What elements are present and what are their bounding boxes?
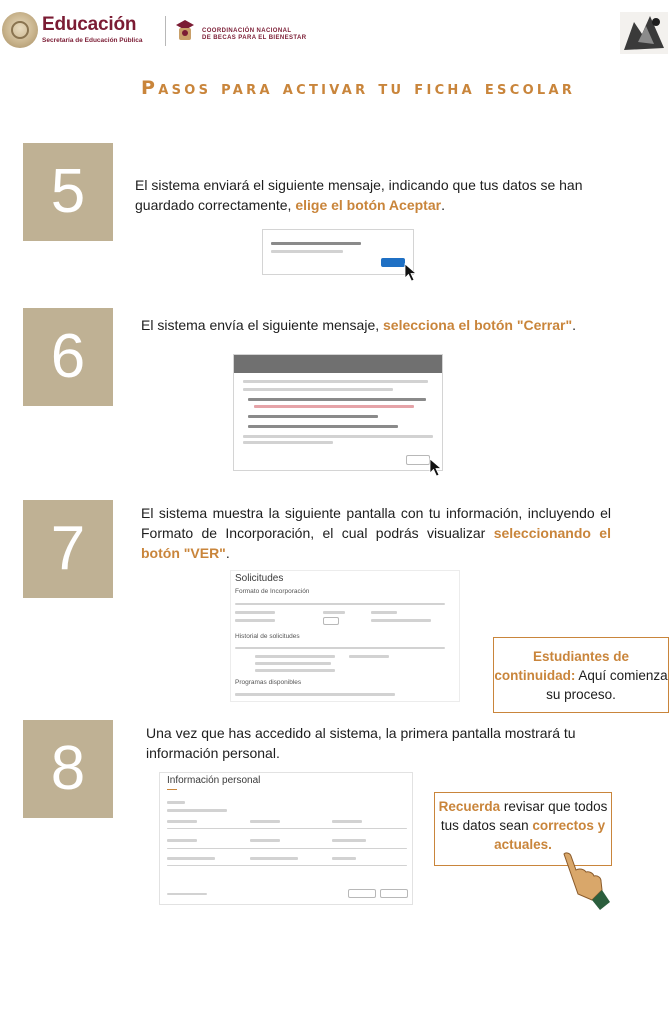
continuidad-callout: Estudiantes de continuidad: Aquí comienza su proceso. — [493, 637, 669, 713]
cursor-arrow-icon — [429, 458, 443, 478]
brand-title: Educación — [42, 14, 137, 35]
programs-label: Programas disponibles — [235, 679, 302, 686]
government-seal-icon — [2, 12, 38, 48]
info-personal-title: Información personal — [167, 775, 261, 786]
page-title: Pasos para activar tu ficha escolar — [141, 77, 576, 99]
step-8-screenshot — [159, 772, 413, 905]
step-7-screenshot — [230, 570, 460, 702]
form-back-button[interactable] — [348, 889, 376, 898]
aceptar-button[interactable] — [381, 258, 405, 267]
formato-subtitle: Formato de Incorporación — [235, 588, 310, 595]
brand-subtitle: Secretaría de Educación Pública — [42, 37, 143, 44]
step-5-text: El sistema enviará el siguiente mensaje, indicando que tus datos se han guardado correctamente, elige el botón Aceptar. — [135, 177, 583, 213]
step-7-text: El sistema muestra la siguiente pantalla con tu información, incluyendo el Formato de Incorporación, el cual podrás visualizar seleccionando el botón "VER". — [141, 505, 611, 561]
step-8-text: Una vez que has accedido al sistema, la primera pantalla mostrará tu información personal. — [146, 725, 576, 761]
step-7-number: 7 — [23, 500, 113, 598]
ver-button[interactable] — [323, 617, 339, 625]
history-label: Historial de solicitudes — [235, 633, 300, 640]
step-6-text: El sistema envía el siguiente mensaje, selecciona el botón "Cerrar". — [141, 317, 577, 333]
step-5-number: 5 — [23, 143, 113, 241]
pointing-hand-icon — [556, 850, 612, 912]
mural-art-icon — [620, 12, 668, 54]
modal-header — [234, 355, 442, 373]
header-divider — [165, 16, 166, 46]
solicitudes-title: Solicitudes — [235, 573, 284, 584]
form-next-button[interactable] — [380, 889, 408, 898]
step-6-screenshot — [233, 354, 443, 471]
recuerda-callout: Recuerda revisar que todos tus datos sean correctos y actuales. — [434, 792, 612, 866]
becas-text: COORDINACIÓN NACIONAL DE BECAS PARA EL BIENESTAR — [202, 28, 307, 41]
page-header — [0, 0, 671, 62]
step-6-number: 6 — [23, 308, 113, 406]
cursor-arrow-icon — [404, 263, 418, 283]
becas-logo-icon — [174, 18, 196, 44]
step-8-number: 8 — [23, 720, 113, 818]
step-5-screenshot — [262, 229, 414, 275]
cerrar-button[interactable] — [406, 455, 430, 465]
